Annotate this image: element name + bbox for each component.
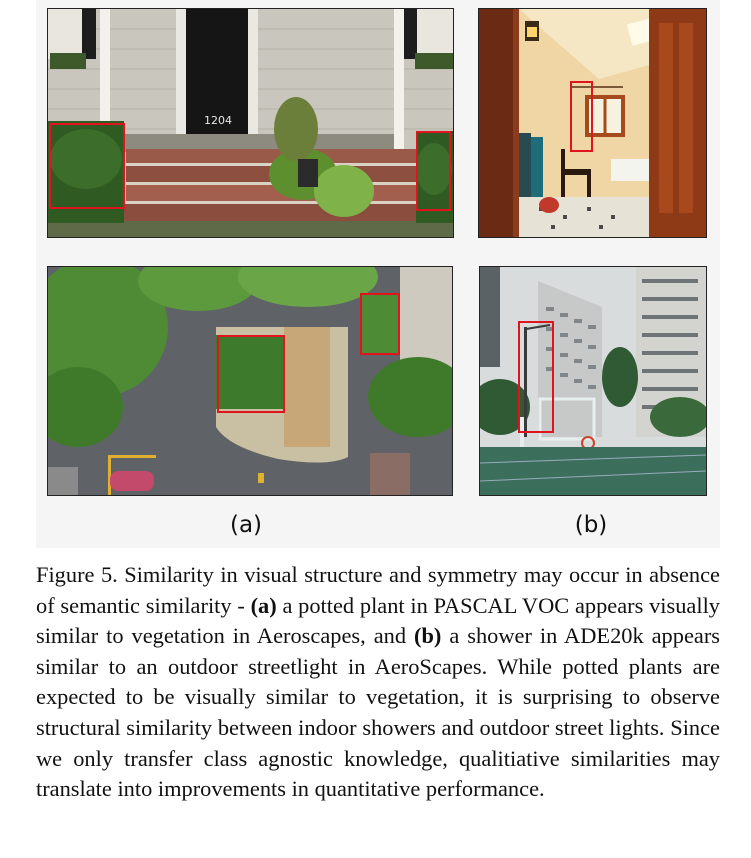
aerial-photo <box>47 266 453 496</box>
bbox-vegetation-right <box>360 293 400 355</box>
bathroom-photo <box>478 8 707 238</box>
caption-text-b: a shower in ADE20k appears similar to an outdoor streetlight in AeroScapes. While potted plants are expected to be visually similar to vegetation, it is surprising to observe structural similarity between indoor showers and outdoor street lights. Since we only transfer class agnostic knowledge, qualitiative similarities may translate into improvements in quantitative performance. <box>36 623 720 802</box>
sublabel-a: (a) <box>229 512 263 538</box>
figure-caption <box>36 560 720 805</box>
bbox-streetlight <box>518 321 554 433</box>
caption-prefix: Figure 5. Similarity in visual structure and symmetry may occur in absence of semantic similarity - <box>36 562 720 618</box>
bbox-vegetation-center <box>217 335 285 413</box>
bbox-right-bush <box>416 131 451 211</box>
bbox-left-bush <box>49 123 125 209</box>
bbox-shower <box>570 81 593 152</box>
caption-marker-a: (a) <box>250 592 277 618</box>
street-photo <box>479 266 707 496</box>
porch-photo <box>47 8 454 238</box>
sublabel-b: (b) <box>574 512 608 538</box>
caption-text-a: a potted plant in PASCAL VOC appears visually similar to vegetation in Aeroscapes, and <box>36 592 721 649</box>
house-number: 1204 <box>204 114 232 127</box>
caption-marker-b: (b) <box>414 623 442 649</box>
